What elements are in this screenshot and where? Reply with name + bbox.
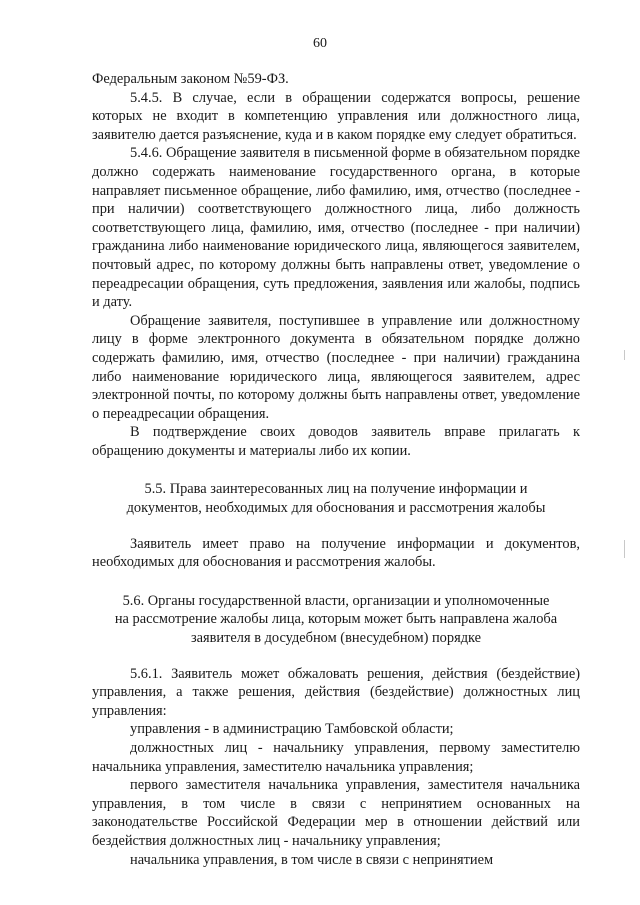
list-item-administration: управления - в администрацию Тамбовской области;	[130, 721, 454, 738]
heading-line: на рассмотрение жалобы лица, которым может быть направлена жалоба	[114, 611, 558, 628]
paragraph-law-reference: Федеральным законом №59-ФЗ.	[92, 71, 289, 87]
section-heading-5-6	[92, 592, 580, 648]
list-item-deputies: первого заместителя начальника управления, заместителя начальника управления, в том числе в связи с непринятием основанных на законодательстве Российской Федерации мер в отношении действий или бездействия должностных лиц - начальнику управления;	[92, 777, 580, 849]
document-body	[92, 70, 580, 869]
heading-line: 5.5. Права заинтересованных лиц на получение информации и	[144, 481, 528, 498]
paragraph-electronic-appeal: Обращение заявителя, поступившее в управление или должностному лицу в форме электронного документа в обязательном порядке должно содержать фамилию, имя, отчество (последнее - при наличии) гражданина либо наименование юридического лица, являющегося заявителем, адрес электронной почты, по которому должны быть направлены ответ, уведомление о переадресации обращения.	[92, 312, 580, 422]
scan-edge-mark	[624, 540, 625, 558]
heading-line: документов, необходимых для обоснования и рассмотрения жалобы	[126, 500, 546, 517]
page-number: 60	[313, 36, 327, 51]
heading-line: заявителя в досудебном (внесудебном) порядке	[190, 630, 482, 647]
scan-edge-mark	[624, 350, 625, 360]
paragraph-right-to-information: Заявитель имеет право на получение информации и документов, необходимых для обоснования и рассмотрения жалобы.	[92, 535, 580, 571]
paragraph-5-6-1: 5.6.1. Заявитель может обжаловать решения, действия (бездействие) управления, а также решения, действия (бездействие) должностных лиц управления:	[92, 665, 580, 719]
paragraph-5-4-6: 5.4.6. Обращение заявителя в письменной форме в обязательном порядке должно содержать наименование государственного органа, в которые направляет письменное обращение, либо фамилию, имя, отчество (последнее - при наличии) соответствующего должностного лица, либо должность соответствующего лица, фамилию, имя, отчество (последнее - при наличии) гражданина либо наименование юридического лица, являющегося заявителем, почтовый адрес, по которому должны быть направлены ответ, уведомление о переадресации обращения, суть предложения, заявления или жалобы, подпись и дату.	[92, 145, 580, 311]
paragraph-5-4-5: 5.4.5. В случае, если в обращении содержатся вопросы, решение которых не входит в компетенцию управления или должностного лица, заявителю дается разъяснение, куда и в каком порядке ему следует обратиться.	[92, 89, 580, 143]
paragraph-supporting-documents: В подтверждение своих доводов заявитель вправе прилагать к обращению документы и материалы либо их копии.	[92, 424, 580, 459]
list-item-officials: должностных лиц - начальнику управления, первому заместителю начальника управления, заместителю начальника управления;	[92, 740, 580, 775]
list-item-head: начальника управления, в том числе в связи с непринятием	[130, 851, 494, 868]
section-heading-5-5	[92, 480, 580, 517]
heading-line: 5.6. Органы государственной власти, организации и уполномоченные	[122, 592, 550, 609]
